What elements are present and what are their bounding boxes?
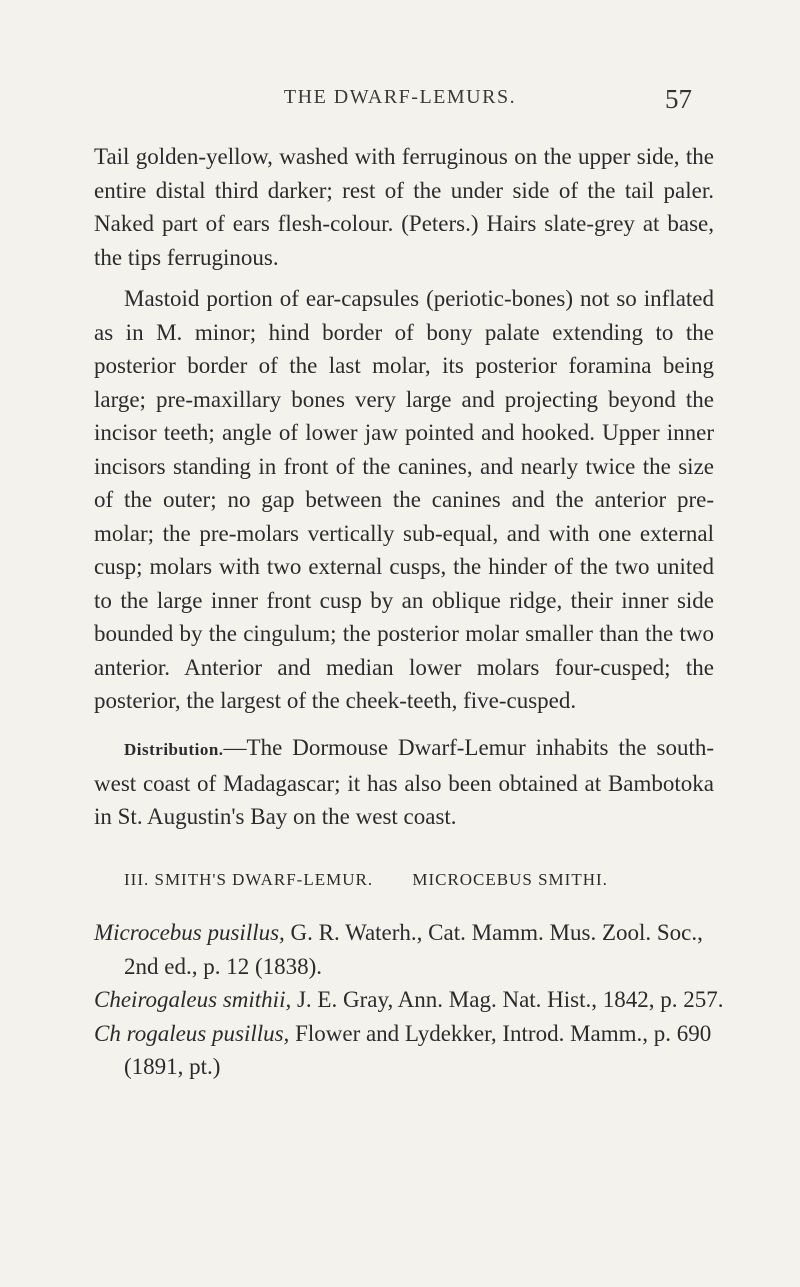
synonym-citation: J. E. Gray, Ann. Mag. Nat. Hist., 1842, p. 257.: [296, 987, 724, 1012]
section-heading: [124, 870, 744, 890]
page-number: 57: [665, 84, 692, 114]
section-title: III. SMITH'S DWARF-LEMUR.: [124, 870, 374, 889]
synonym-citation: Flower and Lydekker, Introd. Mamm., p. 690 (1891, pt.): [124, 1020, 712, 1079]
synonym-name: Microcebus pusillus,: [94, 920, 285, 945]
distribution-text: —The Dormouse Dwarf-Lemur inhabits the south-west coast of Madagascar; it has also been obtained at Bambotoka in St. Augustin's Bay on the west coast.: [94, 735, 714, 829]
synonym-name: Cheirogaleus smithii,: [94, 987, 292, 1012]
paragraph-skull-dentition: Mastoid portion of ear-capsules (periotic-bones) not so inflated as in M. minor; hind border of bony palate extending to the posterior border of the last molar, its posterior foramina being large; pre-maxillary bones very large and projecting beyond the incisor teeth; angle of lower jaw pointed and hooked. Upper inner incisors standing in front of the canines, and nearly twice the size of the outer; no gap between the canines and the anterior pre-molar; the pre-molars vertically sub-equal, and with one external cusp; molars with two external cusps, the hinder of the two united to the large inner front cusp by an oblique ridge, their inner side bounded by the cingulum; the posterior molar smaller than the two anterior. Anterior and median lower molars four-cusped; the posterior, the largest of the cheek-teeth, five-cusped.: [94, 286, 714, 713]
synonym-name: Ch rogaleus pusillus,: [94, 1020, 290, 1046]
synonym-entry: [94, 1017, 724, 1084]
synonym-entry: [94, 916, 724, 983]
synonym-entry: [94, 983, 724, 1017]
distribution-label: Distribution.: [124, 740, 224, 759]
paragraph-distribution: [94, 731, 714, 834]
paragraph-tail-description: Tail golden-yellow, washed with ferruginous on the upper side, the entire distal third darker; rest of the under side of the tail paler. Naked part of ears flesh-colour. (Peters.) Hairs slate-grey at base, the tips ferruginous.: [94, 144, 714, 270]
synonym-citation: G. R. Waterh., Cat. Mamm. Mus. Zool. Soc., 2nd ed., p. 12 (1838).: [124, 920, 703, 979]
running-head: THE DWARF-LEMURS.: [283, 86, 517, 108]
section-latin-name: MICROCEBUS SMITHI.: [412, 870, 608, 889]
synonymy-list: [94, 916, 724, 1084]
